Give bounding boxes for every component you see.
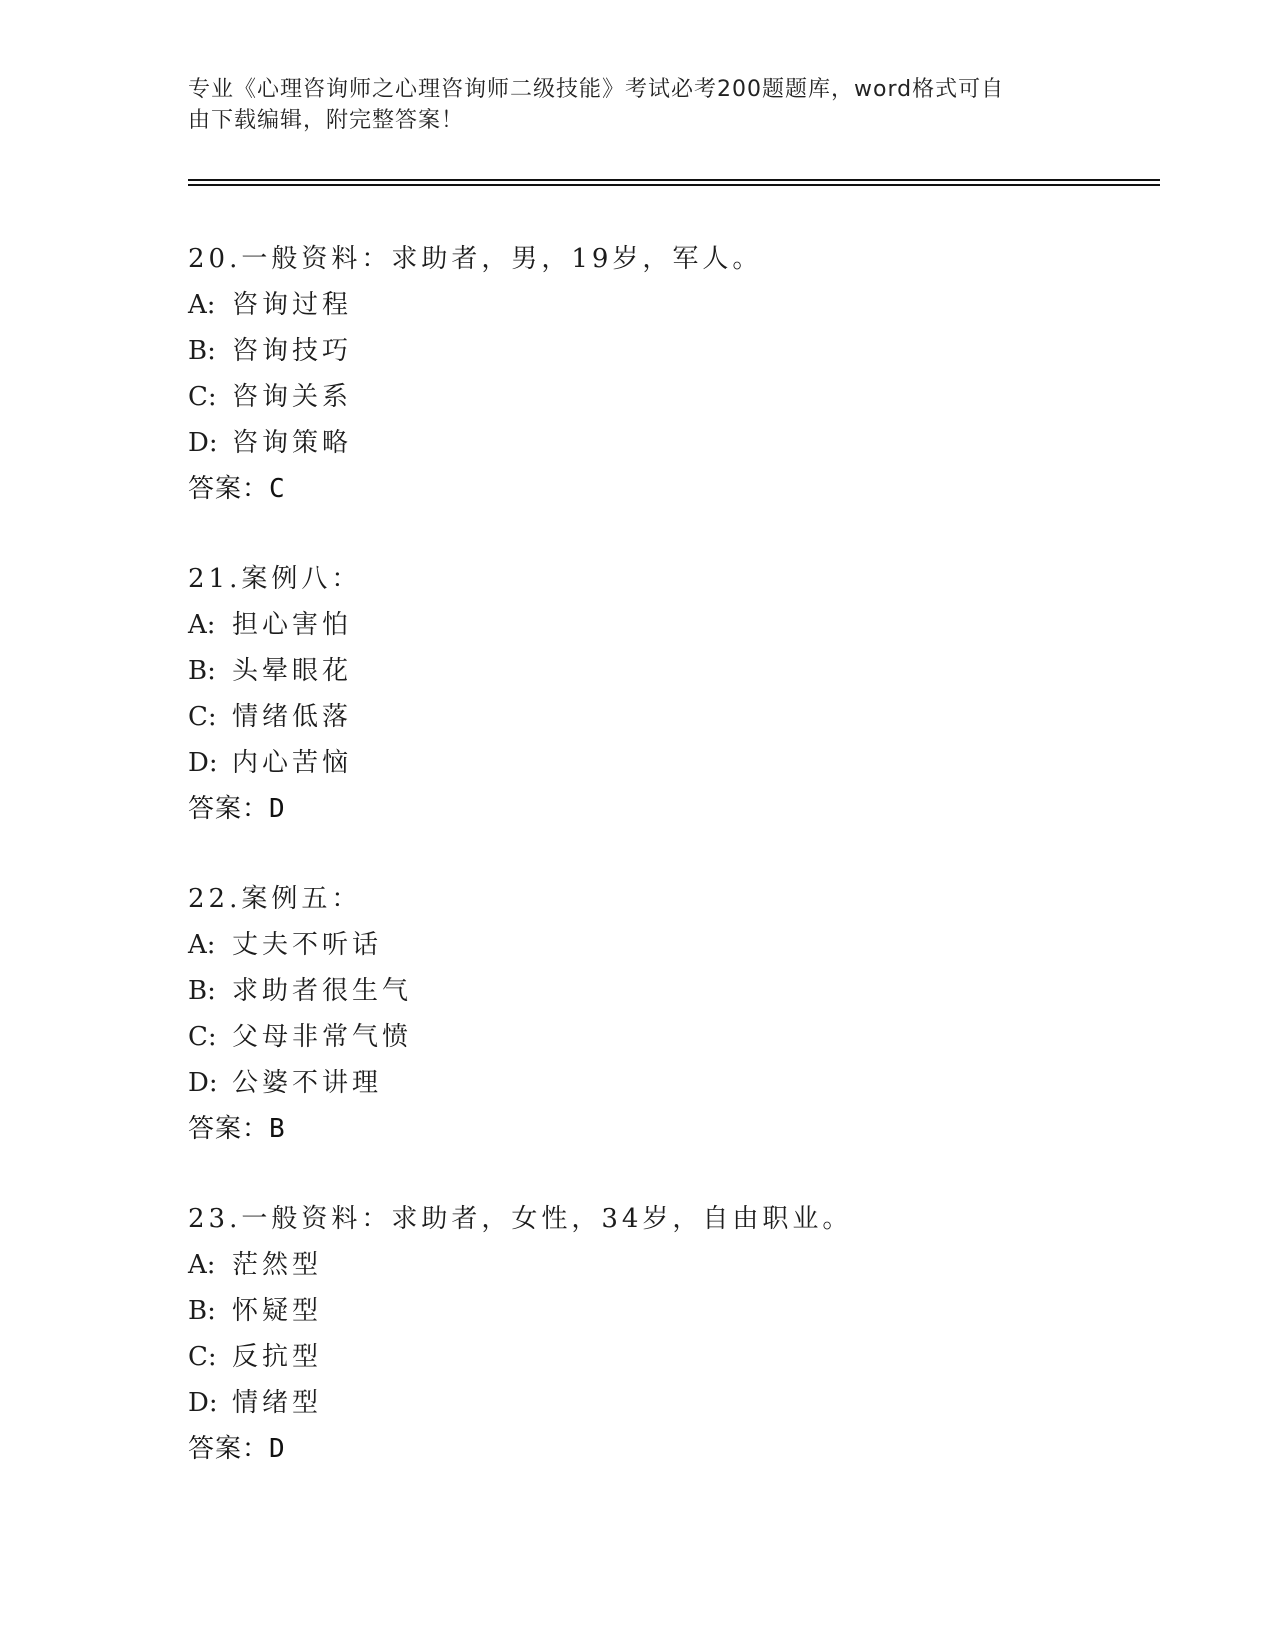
question-stem: 21.案例八： — [188, 564, 362, 594]
option-letter: B: — [188, 1296, 216, 1326]
answer-label: 答案： — [188, 1114, 270, 1144]
option-letter: B: — [188, 976, 216, 1006]
answer-line — [188, 466, 1148, 512]
option-letter: C: — [188, 1022, 217, 1052]
question-block — [188, 556, 1148, 876]
option-letter: A: — [188, 610, 216, 640]
question-stem: 23.一般资料：求助者，女性，34岁，自由职业。 — [188, 1204, 853, 1234]
option-c — [188, 1334, 1148, 1380]
option-b — [188, 328, 1148, 374]
header-line-2: 由下载编辑，附完整答案！ — [188, 108, 465, 133]
option-letter: A: — [188, 1250, 216, 1280]
option-text: 头晕眼花 — [232, 656, 353, 686]
option-text: 咨询过程 — [232, 290, 353, 320]
option-d — [188, 1380, 1148, 1426]
option-letter: D: — [188, 428, 218, 458]
option-d — [188, 740, 1148, 786]
option-c — [188, 1014, 1148, 1060]
header-divider-bottom — [188, 184, 1160, 186]
option-letter: C: — [188, 1342, 217, 1372]
answer-value: D — [269, 794, 286, 824]
option-a — [188, 602, 1148, 648]
option-letter: D: — [188, 1068, 218, 1098]
answer-value: C — [269, 474, 286, 504]
document-header — [188, 74, 1068, 136]
option-b — [188, 648, 1148, 694]
option-text: 担心害怕 — [232, 610, 353, 640]
option-b — [188, 968, 1148, 1014]
option-text: 反抗型 — [232, 1342, 323, 1372]
answer-value: B — [269, 1114, 286, 1144]
option-letter: D: — [188, 1388, 218, 1418]
answer-label: 答案： — [188, 474, 270, 504]
option-letter: D: — [188, 748, 218, 778]
option-text: 咨询技巧 — [232, 336, 353, 366]
option-text: 求助者很生气 — [232, 976, 413, 1006]
question-list — [188, 236, 1148, 1516]
answer-line — [188, 1106, 1148, 1152]
option-text: 情绪低落 — [232, 702, 353, 732]
option-text: 咨询策略 — [232, 428, 353, 458]
option-letter: B: — [188, 336, 216, 366]
question-stem: 20.一般资料：求助者，男，19岁，军人。 — [188, 244, 763, 274]
answer-value: D — [269, 1434, 286, 1464]
answer-label: 答案： — [188, 1434, 270, 1464]
question-block — [188, 236, 1148, 556]
option-letter: A: — [188, 930, 216, 960]
option-a — [188, 1242, 1148, 1288]
question-stem: 22.案例五： — [188, 884, 362, 914]
answer-label: 答案： — [188, 794, 270, 824]
option-letter: B: — [188, 656, 216, 686]
option-text: 内心苦恼 — [232, 748, 353, 778]
option-a — [188, 922, 1148, 968]
header-line-1: 专业《心理咨询师之心理咨询师二级技能》考试必考200题题库，word格式可自 — [188, 77, 1005, 102]
option-letter: A: — [188, 290, 216, 320]
option-c — [188, 374, 1148, 420]
header-divider-top — [188, 179, 1160, 181]
option-text: 丈夫不听话 — [232, 930, 383, 960]
option-c — [188, 694, 1148, 740]
answer-line — [188, 786, 1148, 832]
answer-line — [188, 1426, 1148, 1472]
option-text: 情绪型 — [232, 1388, 323, 1418]
option-a — [188, 282, 1148, 328]
option-text: 怀疑型 — [232, 1296, 323, 1326]
question-block — [188, 876, 1148, 1196]
option-text: 父母非常气愤 — [232, 1022, 413, 1052]
option-b — [188, 1288, 1148, 1334]
option-text: 公婆不讲理 — [232, 1068, 383, 1098]
question-block — [188, 1196, 1148, 1516]
option-text: 茫然型 — [232, 1250, 323, 1280]
option-text: 咨询关系 — [232, 382, 353, 412]
option-d — [188, 420, 1148, 466]
option-letter: C: — [188, 702, 217, 732]
option-letter: C: — [188, 382, 217, 412]
option-d — [188, 1060, 1148, 1106]
